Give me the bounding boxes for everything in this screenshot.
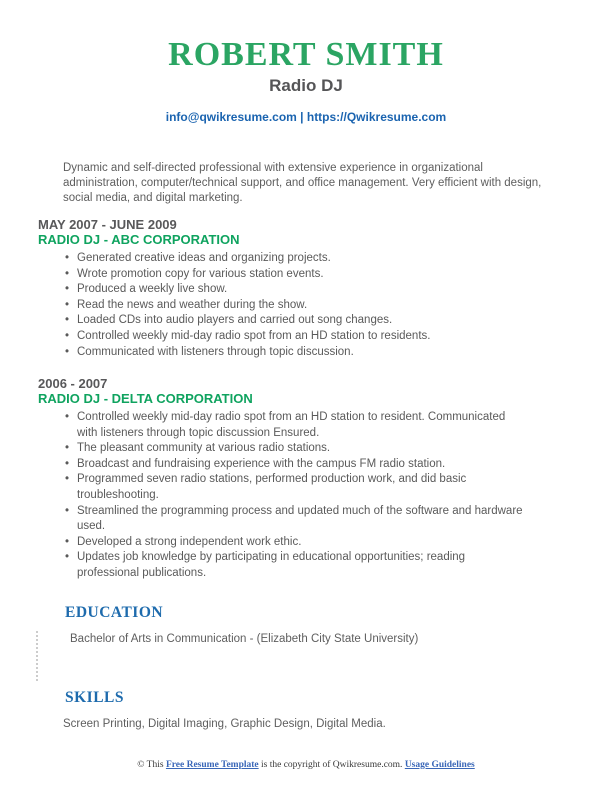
footer-text-prefix: © This (137, 760, 166, 770)
list-item: • Generated creative ideas and organizing projects. (77, 251, 523, 267)
skills-section-heading: SKILLS (65, 689, 125, 706)
list-item: • Read the news and weather during the show. (77, 298, 523, 314)
contact-separator: | (296, 110, 307, 124)
contact-line (0, 110, 612, 124)
experience-dates: MAY 2007 - JUNE 2009 (38, 217, 177, 232)
list-item: • Controlled weekly mid-day radio spot from an HD station to resident. Communicated with listeners through topic discussion Ensured. (77, 410, 523, 441)
experience-bullet-list (38, 410, 523, 582)
skills-item: Screen Printing, Digital Imaging, Graphic Design, Digital Media. (63, 718, 386, 730)
footer-text-middle: is the copyright of Qwikresume.com. (258, 760, 405, 770)
list-item: • Wrote promotion copy for various station events. (77, 267, 523, 283)
experience-heading: RADIO DJ - DELTA CORPORATION (38, 390, 253, 406)
website-link[interactable]: https://Qwikresume.com (306, 110, 447, 124)
list-item: • The pleasant community at various radio stations. (77, 441, 523, 457)
email-link[interactable]: info@qwikresume.com (165, 110, 297, 124)
free-resume-template-link[interactable]: Free Resume Template (165, 760, 259, 770)
page-title: ROBERT SMITH (168, 36, 444, 73)
list-item: • Streamlined the programming process and updated much of the software and hardware used. (77, 504, 523, 535)
education-section-heading: EDUCATION (65, 604, 164, 621)
experience-bullet-list (38, 251, 523, 360)
footer-copyright (0, 760, 612, 770)
experience-heading: RADIO DJ - ABC CORPORATION (38, 231, 240, 247)
list-item: • Loaded CDs into audio players and carried out song changes. (77, 313, 523, 329)
list-item: • Developed a strong independent work ethic. (77, 535, 523, 551)
list-item: • Updates job knowledge by participating in educational opportunities; reading professional publications. (77, 550, 523, 581)
job-title: Radio DJ (269, 76, 343, 95)
list-item: • Programmed seven radio stations, performed production work, and did basic troubleshooting. (77, 472, 523, 503)
experience-section-abc (38, 218, 548, 360)
list-item: • Broadcast and fundraising experience with the campus FM radio station. (77, 457, 523, 473)
list-item: • Controlled weekly mid-day radio spot from an HD station to residents. (77, 329, 523, 345)
experience-dates: 2006 - 2007 (38, 376, 108, 391)
usage-guidelines-link[interactable]: Usage Guidelines (404, 760, 475, 770)
list-item: • Produced a weekly live show. (77, 282, 523, 298)
experience-section-delta (38, 377, 548, 582)
dotted-edge-decoration (36, 631, 38, 681)
list-item: • Communicated with listeners through topic discussion. (77, 345, 523, 361)
education-item: Bachelor of Arts in Communication - (Elizabeth City State University) (70, 633, 419, 645)
summary-paragraph: Dynamic and self-directed professional with extensive experience in organizational administration, computer/technical support, and office management. Very efficient with design, social media, and digital marketing. (63, 162, 542, 204)
